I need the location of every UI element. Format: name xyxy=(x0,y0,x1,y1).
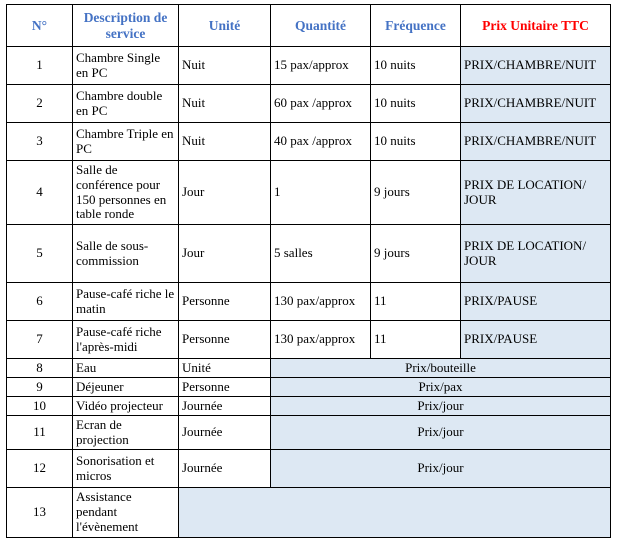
table-row xyxy=(7,321,611,359)
row-description: Assistance pendant l'évènement xyxy=(73,488,179,538)
row-description: Chambre Single en PC xyxy=(73,47,179,85)
row-quantity: 130 pax/approx xyxy=(271,321,371,359)
row-num: 5 xyxy=(7,225,73,283)
row-price: PRIX DE LOCATION/ JOUR xyxy=(461,161,611,225)
header-unit: Unité xyxy=(179,5,271,47)
row-description: Vidéo projecteur xyxy=(73,397,179,416)
row-unit: Jour xyxy=(179,225,271,283)
row-price: PRIX/PAUSE xyxy=(461,283,611,321)
row-quantity: 130 pax/approx xyxy=(271,283,371,321)
row-description: Chambre double en PC xyxy=(73,85,179,123)
row-quantity: 60 pax /approx xyxy=(271,85,371,123)
table-row xyxy=(7,161,611,225)
row-num: 12 xyxy=(7,450,73,488)
table-row xyxy=(7,416,611,450)
table-row xyxy=(7,488,611,538)
row-description: Salle de sous-commission xyxy=(73,225,179,283)
row-num: 4 xyxy=(7,161,73,225)
header-price: Prix Unitaire TTC xyxy=(461,5,611,47)
header-quantity: Quantité xyxy=(271,5,371,47)
row-unit: Jour xyxy=(179,161,271,225)
row-description: Pause-café riche le matin xyxy=(73,283,179,321)
row-num: 13 xyxy=(7,488,73,538)
row-price: PRIX/CHAMBRE/NUIT xyxy=(461,123,611,161)
row-unit: Personne xyxy=(179,283,271,321)
row-num: 9 xyxy=(7,378,73,397)
row-unit: Journée xyxy=(179,397,271,416)
row-quantity: 5 salles xyxy=(271,225,371,283)
row-frequency: 10 nuits xyxy=(371,47,461,85)
row-num: 7 xyxy=(7,321,73,359)
row-num: 11 xyxy=(7,416,73,450)
row-unit: Personne xyxy=(179,378,271,397)
row-num: 10 xyxy=(7,397,73,416)
row-frequency: 11 xyxy=(371,283,461,321)
row-description: Pause-café riche l'après-midi xyxy=(73,321,179,359)
row-quantity: 1 xyxy=(271,161,371,225)
row-description: Déjeuner xyxy=(73,378,179,397)
row-num: 6 xyxy=(7,283,73,321)
row-price: Prix/jour xyxy=(271,450,611,488)
row-unit: Journée xyxy=(179,450,271,488)
row-description: Ecran de projection xyxy=(73,416,179,450)
row-description: Chambre Triple en PC xyxy=(73,123,179,161)
table-row xyxy=(7,359,611,378)
row-price: Prix/pax xyxy=(271,378,611,397)
table-row xyxy=(7,283,611,321)
row-unit: Unité xyxy=(179,359,271,378)
row-price: Prix/jour xyxy=(271,397,611,416)
row-description: Salle de conférence pour 150 personnes en table ronde xyxy=(73,161,179,225)
row-price: PRIX/CHAMBRE/NUIT xyxy=(461,85,611,123)
row-quantity: 15 pax/approx xyxy=(271,47,371,85)
row-frequency: 9 jours xyxy=(371,225,461,283)
table-row xyxy=(7,85,611,123)
row-price: Prix/jour xyxy=(271,416,611,450)
services-table xyxy=(6,4,611,538)
table-row xyxy=(7,123,611,161)
row-unit: Nuit xyxy=(179,85,271,123)
table-row xyxy=(7,397,611,416)
table-row xyxy=(7,47,611,85)
header-frequency: Fréquence xyxy=(371,5,461,47)
row-unit: Nuit xyxy=(179,47,271,85)
row-description: Sonorisation et micros xyxy=(73,450,179,488)
row-unit: Nuit xyxy=(179,123,271,161)
row-num: 1 xyxy=(7,47,73,85)
row-empty-cell xyxy=(179,488,611,538)
row-unit: Journée xyxy=(179,416,271,450)
row-frequency: 10 nuits xyxy=(371,85,461,123)
header-num: N° xyxy=(7,5,73,47)
row-description: Eau xyxy=(73,359,179,378)
row-price: PRIX DE LOCATION/ JOUR xyxy=(461,225,611,283)
row-frequency: 11 xyxy=(371,321,461,359)
header-description: Description de service xyxy=(73,5,179,47)
row-num: 3 xyxy=(7,123,73,161)
row-num: 8 xyxy=(7,359,73,378)
row-unit: Personne xyxy=(179,321,271,359)
row-quantity: 40 pax /approx xyxy=(271,123,371,161)
row-num: 2 xyxy=(7,85,73,123)
row-price: Prix/bouteille xyxy=(271,359,611,378)
row-price: PRIX/CHAMBRE/NUIT xyxy=(461,47,611,85)
row-price: PRIX/PAUSE xyxy=(461,321,611,359)
table-row xyxy=(7,378,611,397)
table-row xyxy=(7,225,611,283)
table-row xyxy=(7,450,611,488)
row-frequency: 10 nuits xyxy=(371,123,461,161)
row-frequency: 9 jours xyxy=(371,161,461,225)
header-row xyxy=(7,5,611,47)
